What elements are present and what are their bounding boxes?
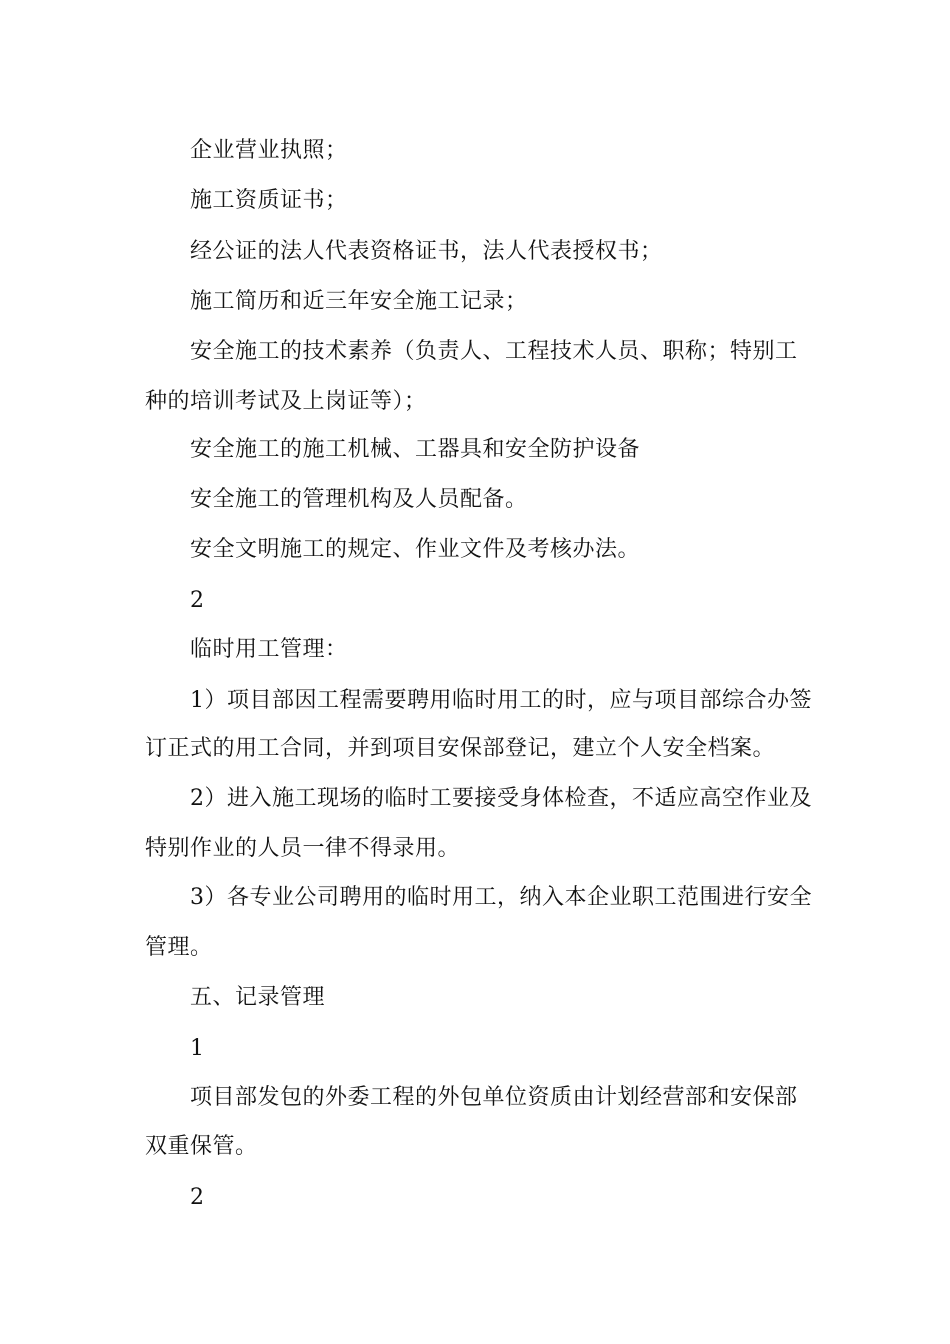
paragraph-item-2-cont: 特别作业的人员一律不得录用。 xyxy=(145,836,461,861)
paragraph-outsourcing-cont: 双重保管。 xyxy=(145,1134,258,1159)
paragraph-management-org: 安全施工的管理机构及人员配备。 xyxy=(190,487,528,512)
paragraph-item-3-cont: 管理。 xyxy=(145,935,213,960)
paragraph-equipment: 安全施工的施工机械、工器具和安全防护设备 xyxy=(190,437,641,462)
heading-temporary-labor: 临时用工管理： xyxy=(190,637,348,662)
heading-records-management: 五、记录管理 xyxy=(190,985,326,1010)
paragraph-technical-quality: 安全施工的技术素养（负责人、工程技术人员、职称；特别工 xyxy=(190,339,798,364)
paragraph-business-license: 企业营业执照； xyxy=(190,138,348,163)
paragraph-technical-quality-cont: 种的培训考试及上岗证等）； xyxy=(145,389,427,414)
paragraph-item-1: 1）项目部因工程需要聘用临时用工的时，应与项目部综合办签 xyxy=(190,688,812,713)
paragraph-outsourcing: 项目部发包的外委工程的外包单位资质由计划经营部和安保部 xyxy=(190,1085,798,1110)
paragraph-item-2: 2）进入施工现场的临时工要接受身体检查，不适应高空作业及 xyxy=(190,786,812,811)
paragraph-legal-rep-cert: 经公证的法人代表资格证书，法人代表授权书； xyxy=(190,239,663,264)
paragraph-construction-history: 施工简历和近三年安全施工记录； xyxy=(190,289,528,314)
paragraph-item-1-cont: 订正式的用工合同，并到项目安保部登记，建立个人安全档案。 xyxy=(145,736,776,761)
section-number-2: 2 xyxy=(190,588,205,613)
section-number-1: 1 xyxy=(190,1036,205,1061)
section-number-2b: 2 xyxy=(190,1185,205,1210)
paragraph-item-3: 3）各专业公司聘用的临时用工，纳入本企业职工范围进行安全 xyxy=(190,885,812,910)
paragraph-regulations: 安全文明施工的规定、作业文件及考核办法。 xyxy=(190,537,641,562)
paragraph-qualification-cert: 施工资质证书； xyxy=(190,188,348,213)
